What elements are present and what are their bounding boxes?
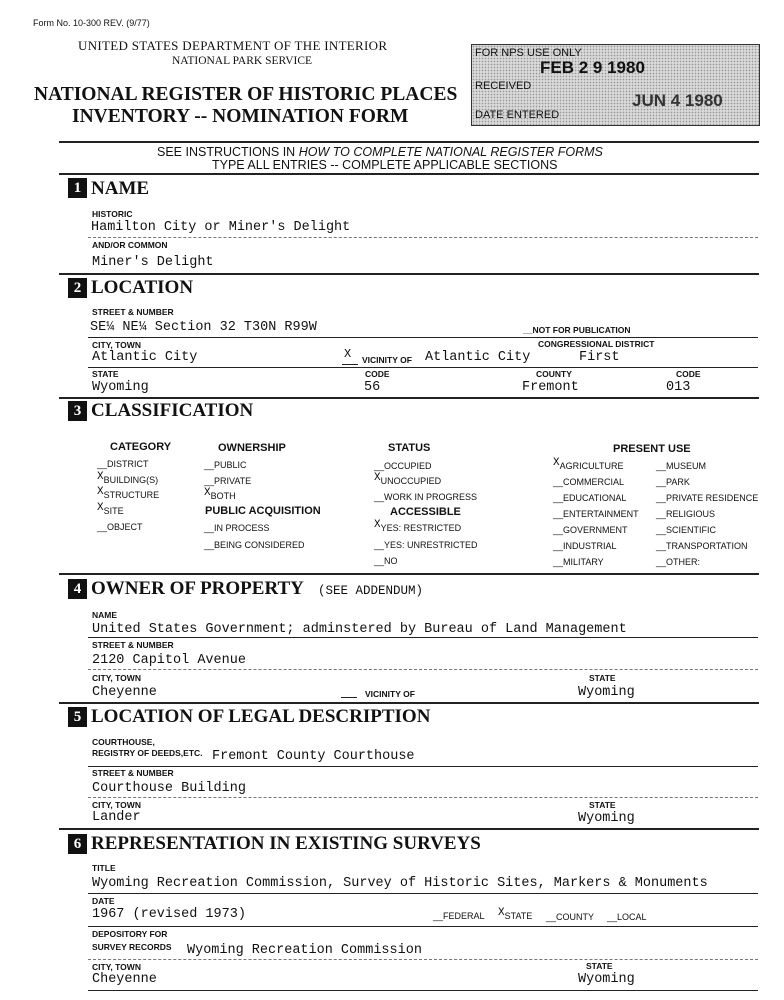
survey-city-field[interactable]: Cheyenne [92, 972, 157, 987]
owner-name-label: NAME [92, 610, 118, 620]
county-code-field[interactable]: 013 [666, 380, 691, 395]
status-work-in-progress-checkbox[interactable]: __WORK IN PROGRESS [374, 492, 478, 502]
section-title-name: NAME [91, 178, 150, 199]
received-label: RECEIVED [475, 80, 532, 92]
survey-records-label: SURVEY RECORDS [92, 942, 172, 952]
date-entered-label: DATE ENTERED [475, 109, 560, 121]
survey-state-field[interactable]: Wyoming [578, 972, 635, 987]
location-street-field[interactable]: SE¼ NE¼ Section 32 T30N R99W [90, 320, 317, 335]
use-religious-checkbox[interactable]: __RELIGIOUS [656, 509, 716, 519]
owner-state-field[interactable]: Wyoming [578, 685, 635, 700]
status-occupied-checkbox[interactable]: __OCCUPIED [374, 461, 432, 471]
section-title-surveys: REPRESENTATION IN EXISTING SURVEYS [91, 833, 481, 854]
common-label: AND/OR COMMON [92, 240, 168, 250]
department-name: UNITED STATES DEPARTMENT OF THE INTERIOR [78, 38, 388, 53]
divider [59, 828, 759, 830]
section-title-location: LOCATION [91, 277, 194, 298]
divider [59, 397, 759, 399]
vicinity-checkbox[interactable]: X [344, 347, 352, 361]
entered-stamp: JUN 4 1980 [632, 91, 723, 110]
use-government-checkbox[interactable]: __GOVERNMENT [553, 525, 628, 535]
use-transportation-checkbox[interactable]: __TRANSPORTATION [656, 541, 748, 551]
legal-city-field[interactable]: Lander [92, 810, 141, 825]
owner-city-label: CITY, TOWN [92, 673, 141, 683]
survey-title-label: TITLE [92, 863, 116, 873]
owner-street-field[interactable]: 2120 Capitol Avenue [92, 653, 246, 668]
instructions-line2: TYPE ALL ENTRIES -- COMPLETE APPLICABLE SECTIONS [212, 158, 558, 172]
accessible-heading: ACCESSIBLE [390, 506, 461, 518]
historic-label: HISTORIC [92, 209, 133, 219]
survey-local-checkbox[interactable]: __LOCAL [607, 912, 647, 922]
county-field[interactable]: Fremont [522, 380, 579, 395]
access-yes-unrestricted-checkbox[interactable]: __YES: UNRESTRICTED [374, 540, 478, 550]
section-number-1: 1 [68, 178, 87, 198]
survey-state-checkbox[interactable]: XSTATE [498, 907, 533, 921]
depository-field[interactable]: Wyoming Recreation Commission [187, 943, 422, 958]
ownership-both-checkbox[interactable]: XBOTH [204, 487, 236, 501]
access-no-checkbox[interactable]: __NO [374, 556, 398, 566]
ownership-private-checkbox[interactable]: __PRIVATE [204, 476, 252, 486]
depository-label: DEPOSITORY FOR [92, 929, 168, 939]
courthouse-label: COURTHOUSE, [92, 737, 155, 747]
divider [59, 173, 759, 175]
category-object-checkbox[interactable]: __OBJECT [97, 522, 143, 532]
category-structure-checkbox[interactable]: XSTRUCTURE [97, 486, 160, 500]
status-heading: STATUS [388, 442, 431, 454]
section-title-classification: CLASSIFICATION [91, 400, 254, 421]
historic-name-field[interactable]: Hamilton City or Miner's Delight [91, 220, 351, 235]
section-title-legal-description: LOCATION OF LEGAL DESCRIPTION [91, 706, 431, 727]
code-label: CODE [365, 369, 390, 379]
vicinity-field[interactable]: Atlantic City [425, 350, 531, 365]
category-district-checkbox[interactable]: __DISTRICT [97, 459, 149, 469]
use-other-checkbox[interactable]: __OTHER: [656, 557, 701, 567]
public-acquisition-heading: PUBLIC ACQUISITION [205, 505, 321, 517]
use-museum-checkbox[interactable]: __MUSEUM [656, 461, 707, 471]
form-title-line2: INVENTORY -- NOMINATION FORM [72, 106, 409, 127]
nps-use-box [471, 44, 760, 126]
section-number-3: 3 [68, 401, 87, 421]
legal-street-field[interactable]: Courthouse Building [92, 781, 246, 796]
legal-state-label: STATE [589, 800, 616, 810]
state-code-field[interactable]: 56 [364, 380, 381, 395]
survey-title-field[interactable]: Wyoming Recreation Commission, Survey of Historic Sites, Markers & Monuments [92, 876, 708, 891]
divider [59, 141, 759, 143]
not-for-publication-checkbox[interactable]: __NOT FOR PUBLICATION [523, 325, 631, 335]
owner-city-field[interactable]: Cheyenne [92, 685, 157, 700]
category-site-checkbox[interactable]: XSITE [97, 502, 124, 516]
section-title-owner: OWNER OF PROPERTY [91, 578, 304, 599]
use-entertainment-checkbox[interactable]: __ENTERTAINMENT [553, 509, 639, 519]
owner-vicinity-checkbox[interactable] [341, 697, 357, 698]
state-label: STATE [92, 369, 119, 379]
received-stamp: FEB 2 9 1980 [540, 58, 645, 77]
legal-state-field[interactable]: Wyoming [578, 811, 635, 826]
section-number-6: 6 [68, 834, 87, 854]
location-city-field[interactable]: Atlantic City [92, 350, 198, 365]
owner-vicinity-label: VICINITY OF [365, 689, 415, 699]
city-label: CITY, TOWN [92, 340, 141, 350]
form-number: Form No. 10-300 REV. (9/77) [33, 18, 150, 28]
street-label: STREET & NUMBER [92, 307, 174, 317]
courthouse-field[interactable]: Fremont County Courthouse [212, 749, 415, 764]
ownership-heading: OWNERSHIP [218, 442, 286, 454]
use-educational-checkbox[interactable]: __EDUCATIONAL [553, 493, 627, 503]
survey-state-label: STATE [586, 961, 613, 971]
service-name: NATIONAL PARK SERVICE [172, 55, 313, 67]
use-industrial-checkbox[interactable]: __INDUSTRIAL [553, 541, 617, 551]
ownership-public-checkbox[interactable]: __PUBLIC [204, 460, 247, 470]
divider [59, 273, 759, 275]
access-yes-restricted-checkbox[interactable]: XYES: RESTRICTED [374, 519, 462, 533]
section-number-5: 5 [68, 707, 87, 727]
survey-date-label: DATE [92, 896, 115, 906]
common-name-field[interactable]: Miner's Delight [92, 255, 214, 270]
category-heading: CATEGORY [110, 441, 172, 453]
use-agriculture-checkbox[interactable]: XAGRICULTURE [553, 457, 624, 471]
survey-date-field[interactable]: 1967 (revised 1973) [92, 907, 246, 922]
county-code-label: CODE [676, 369, 701, 379]
use-scientific-checkbox[interactable]: __SCIENTIFIC [656, 525, 717, 535]
survey-city-label: CITY, TOWN [92, 962, 141, 972]
see-addendum-note: (SEE ADDENDUM) [318, 584, 424, 598]
survey-federal-checkbox[interactable]: __FEDERAL [433, 911, 485, 921]
owner-name-field[interactable]: United States Government; adminstered by Bureau of Land Management [92, 622, 627, 637]
state-field[interactable]: Wyoming [92, 380, 149, 395]
vicinity-label: VICINITY OF [362, 355, 412, 365]
registry-label: REGISTRY OF DEEDS,ETC. [92, 748, 203, 758]
divider [59, 702, 759, 704]
legal-street-label: STREET & NUMBER [92, 768, 174, 778]
acquisition-being-considered-checkbox[interactable]: __BEING CONSIDERED [204, 540, 305, 550]
acquisition-in-process-checkbox[interactable]: __IN PROCESS [204, 523, 270, 533]
owner-street-label: STREET & NUMBER [92, 640, 174, 650]
congressional-district-label: CONGRESSIONAL DISTRICT [538, 339, 655, 349]
use-private-residence-checkbox[interactable]: __PRIVATE RESIDENCE [656, 493, 759, 503]
section-number-2: 2 [68, 278, 87, 298]
section-number-4: 4 [68, 579, 87, 599]
divider [59, 573, 759, 575]
district-field[interactable]: First [579, 350, 620, 365]
legal-city-label: CITY, TOWN [92, 800, 141, 810]
category-building-checkbox[interactable]: XBUILDING(S) [97, 471, 159, 485]
use-military-checkbox[interactable]: __MILITARY [553, 557, 604, 567]
survey-county-checkbox[interactable]: __COUNTY [546, 912, 595, 922]
instructions-line1: SEE INSTRUCTIONS IN HOW TO COMPLETE NATIONAL REGISTER FORMS [157, 145, 603, 159]
nps-use-label: FOR NPS USE ONLY [475, 47, 582, 59]
use-commercial-checkbox[interactable]: __COMMERCIAL [553, 477, 625, 487]
use-park-checkbox[interactable]: __PARK [656, 477, 690, 487]
county-label: COUNTY [536, 369, 572, 379]
owner-state-label: STATE [589, 673, 616, 683]
form-title-line1: NATIONAL REGISTER OF HISTORIC PLACES [34, 84, 458, 105]
present-use-heading: PRESENT USE [613, 443, 691, 455]
status-unoccupied-checkbox[interactable]: XUNOCCUPIED [374, 472, 442, 486]
